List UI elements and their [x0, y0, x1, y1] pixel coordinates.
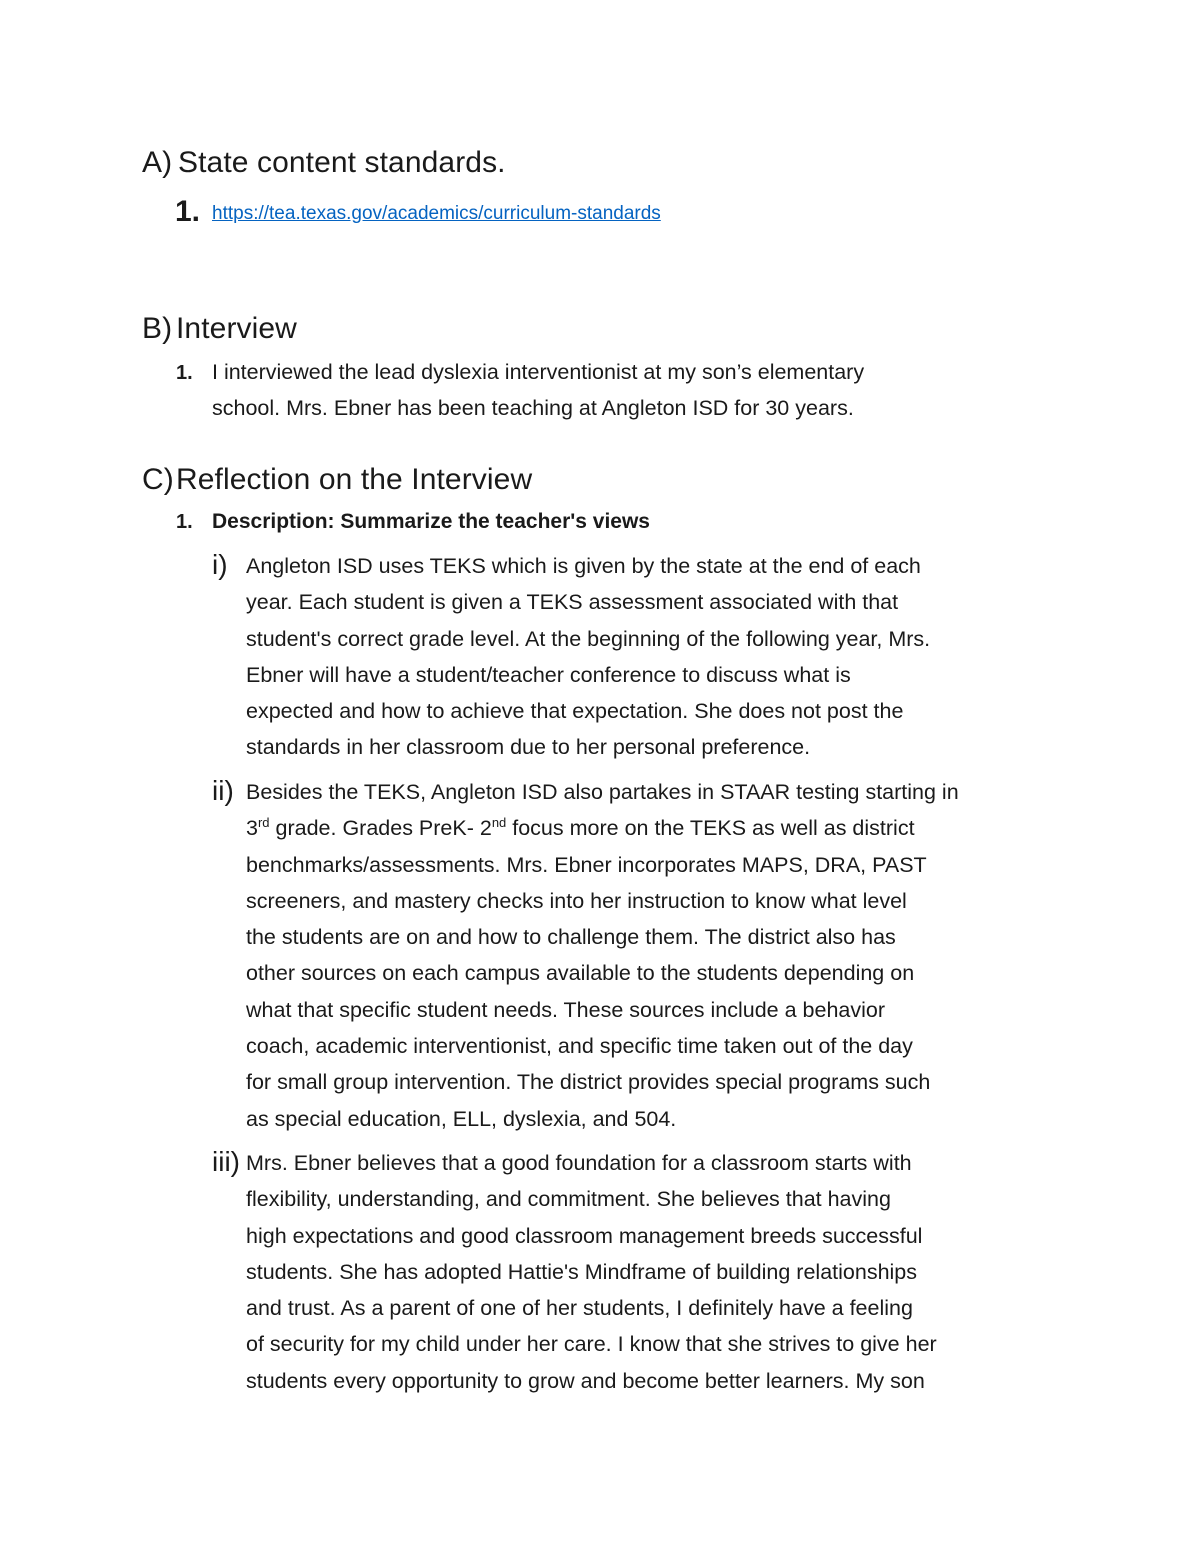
text-line: as special education, ELL, dyslexia, and 504.: [246, 1106, 677, 1131]
section-c-letter: C): [142, 463, 174, 496]
text-line: flexibility, understanding, and commitment. She believes that having: [246, 1187, 891, 1212]
text-line: year. Each student is given a TEKS assessment associated with that: [246, 590, 899, 615]
text-line: Mrs. Ebner believes that a good foundation for a classroom starts with: [246, 1151, 912, 1175]
text-line: Ebner will have a student/teacher conference to discuss what is: [246, 662, 851, 687]
text-line: other sources on each campus available to the students depending on: [246, 961, 915, 986]
section-b-heading: Interview: [176, 312, 297, 345]
text-line: school. Mrs. Ebner has been teaching at Angleton ISD for 30 years.: [212, 396, 854, 421]
paragraph-ii: [246, 774, 959, 1137]
text-line: expected and how to achieve that expectation. She does not post the: [246, 699, 904, 724]
paragraph-iii: [246, 1145, 937, 1399]
text-line: [246, 810, 959, 846]
text-line: of security for my child under her care. I know that she strives to give her: [246, 1332, 937, 1357]
roman-numeral-i: i): [212, 549, 228, 580]
text-line: what that specific student needs. These sources include a behavior: [246, 997, 886, 1022]
text-line: for small group intervention. The district provides special programs such: [246, 1070, 931, 1095]
text-segment: focus more on the TEKS as well as district: [506, 816, 915, 841]
curriculum-standards-link[interactable]: https://tea.texas.gov/academics/curriculum-standards: [212, 203, 661, 224]
roman-numeral-ii: ii): [212, 775, 234, 806]
section-c-item-number: 1.: [176, 511, 193, 533]
text-line: the students are on and how to challenge them. The district also has: [246, 925, 896, 950]
text-line: coach, academic interventionist, and specific time taken out of the day: [246, 1034, 913, 1059]
text-line: benchmarks/assessments. Mrs. Ebner incorporates MAPS, DRA, PAST: [246, 852, 927, 877]
roman-numeral-iii: iii): [212, 1146, 240, 1177]
section-a-letter: A): [142, 146, 173, 179]
section-a-heading: State content standards.: [178, 146, 506, 179]
text-line: I interviewed the lead dyslexia interventionist at my son’s elementary: [212, 360, 865, 384]
text-line: students every opportunity to grow and become better learners. My son: [246, 1368, 925, 1393]
text-line: screeners, and mastery checks into her instruction to know what level: [246, 888, 907, 913]
section-c-heading: Reflection on the Interview: [176, 463, 533, 496]
text-line: and trust. As a parent of one of her students, I definitely have a feeling: [246, 1296, 913, 1321]
text-line: students. She has adopted Hattie's Mindframe of building relationships: [246, 1259, 918, 1284]
superscript: nd: [491, 815, 507, 831]
section-c-item-heading: Description: Summarize the teacher's views: [212, 510, 650, 533]
paragraph-i: [246, 548, 930, 766]
text-segment: 3: [246, 816, 258, 841]
text-line: student's correct grade level. At the beginning of the following year, Mrs.: [246, 626, 931, 651]
section-b-item-number: 1.: [176, 362, 193, 384]
section-b-item-text: [212, 354, 864, 427]
text-segment: grade. Grades PreK- 2: [269, 816, 492, 841]
text-line: Angleton ISD uses TEKS which is given by the state at the end of each: [246, 554, 921, 578]
text-line: standards in her classroom due to her personal preference.: [246, 735, 811, 760]
section-a-item-number: 1.: [175, 195, 201, 228]
section-b-letter: B): [142, 312, 173, 345]
text-line: Besides the TEKS, Angleton ISD also partakes in STAAR testing starting in: [246, 780, 959, 804]
superscript: rd: [257, 815, 270, 831]
text-line: high expectations and good classroom management breeds successful: [246, 1223, 923, 1248]
